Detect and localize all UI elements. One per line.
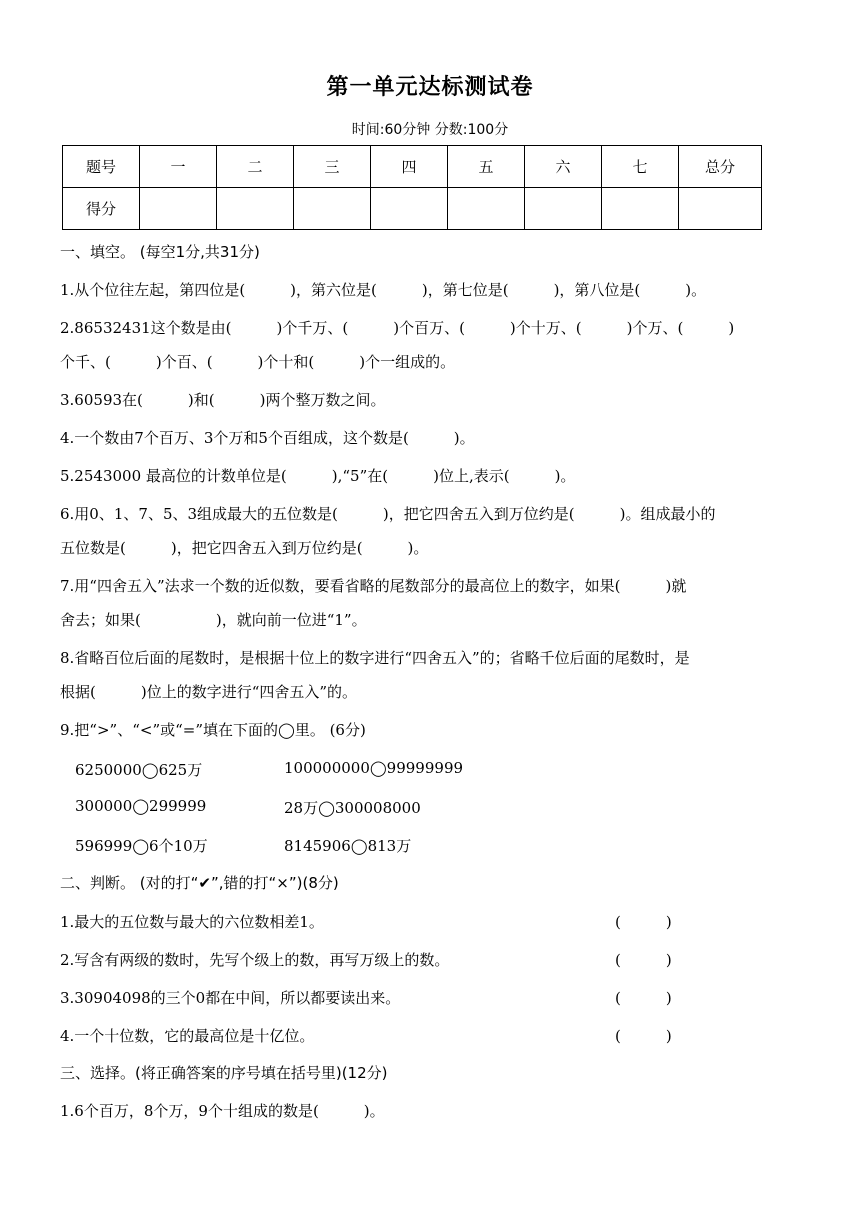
score-cell[interactable]	[679, 188, 762, 230]
score-cell[interactable]	[140, 188, 217, 230]
score-table	[62, 145, 762, 230]
question-1-8-line-2: 根据( )位上的数字进行“四舍五入”的。	[60, 683, 358, 701]
score-cell[interactable]	[448, 188, 525, 230]
score-table-score-row	[63, 188, 762, 230]
section-three-heading: 三、选择。(将正确答案的序号填在括号里)(12分)	[60, 1064, 388, 1082]
score-header-cell: 五	[448, 146, 525, 188]
exam-meta: 时间:60分钟 分数:100分	[351, 122, 509, 138]
question-1-2-line-1: 2.86532431这个数是由( )个千万、( )个百万、( )个十万、( )个万、( )	[60, 319, 735, 337]
question-1-6-line-1: 6.用0、1、7、5、3组成最大的五位数是( )，把它四舍五入到万位约是( )。组成最小的	[60, 505, 716, 523]
question-1-1: 1.从个位往左起，第四位是( )，第六位是( )，第七位是( )，第八位是( )。	[60, 281, 707, 299]
judge-item-text: 2.写含有两级的数时，先写个级上的数，再写万级上的数。	[60, 951, 450, 969]
score-header-cell: 总分	[679, 146, 762, 188]
judge-item-text: 4.一个十位数，它的最高位是十亿位。	[60, 1027, 315, 1045]
question-1-5: 5.2543000 最高位的计数单位是( ),“5”在( )位上,表示( )。	[60, 467, 576, 485]
score-cell[interactable]	[602, 188, 679, 230]
compare-item: 300000◯299999	[75, 797, 207, 815]
score-header-cell: 三	[294, 146, 371, 188]
score-cell[interactable]	[525, 188, 602, 230]
answer-bracket[interactable]: ( )	[615, 1027, 672, 1045]
score-header-cell: 六	[525, 146, 602, 188]
judge-item-text: 3.30904098的三个0都在中间，所以都要读出来。	[60, 989, 401, 1007]
section-one-heading: 一、填空。 (每空1分,共31分)	[60, 243, 260, 261]
question-1-7-line-1: 7.用“四舍五入”法求一个数的近似数，要看省略的尾数部分的最高位上的数字，如果( )就	[60, 577, 687, 595]
judge-item	[60, 1025, 760, 1046]
score-header-cell: 七	[602, 146, 679, 188]
compare-item: 8145906◯813万	[284, 837, 412, 855]
score-cell[interactable]	[371, 188, 448, 230]
score-header-cell: 一	[140, 146, 217, 188]
judge-item	[60, 949, 760, 970]
judge-item	[60, 911, 760, 932]
score-cell[interactable]	[294, 188, 371, 230]
score-row-label: 得分	[63, 188, 140, 230]
question-1-7-line-2: 舍去；如果( )，就向前一位进“1”。	[60, 611, 367, 629]
question-1-2-line-2: 个千、( )个百、( )个十和( )个一组成的。	[60, 353, 456, 371]
score-header-cell: 四	[371, 146, 448, 188]
compare-item: 100000000◯99999999	[284, 759, 464, 777]
question-1-8-line-1: 8.省略百位后面的尾数时，是根据十位上的数字进行“四舍五入”的；省略千位后面的尾数时，是	[60, 649, 690, 667]
section-two-heading: 二、判断。 (对的打“✔”,错的打“×”)(8分)	[60, 874, 339, 892]
question-1-6-line-2: 五位数是( )，把它四舍五入到万位约是( )。	[60, 539, 429, 557]
score-header-cell: 题号	[63, 146, 140, 188]
answer-bracket[interactable]: ( )	[615, 989, 672, 1007]
judge-item-text: 1.最大的五位数与最大的六位数相差1。	[60, 913, 324, 931]
page-title: 第一单元达标测试卷	[326, 75, 534, 100]
compare-item: 28万◯300008000	[284, 799, 421, 817]
question-1-9: 9.把“>”、“<”或“=”填在下面的◯里。 (6分)	[60, 721, 366, 739]
question-1-3: 3.60593在( )和( )两个整万数之间。	[60, 391, 386, 409]
judge-item	[60, 987, 760, 1008]
score-header-cell: 二	[217, 146, 294, 188]
compare-item: 596999◯6个10万	[75, 837, 208, 855]
question-1-4: 4.一个数由7个百万、3个万和5个百组成，这个数是( )。	[60, 429, 475, 447]
compare-item: 6250000◯625万	[75, 761, 203, 779]
score-table-header-row	[63, 146, 762, 188]
answer-bracket[interactable]: ( )	[615, 913, 672, 931]
question-3-1: 1.6个百万，8个万，9个十组成的数是( )。	[60, 1102, 385, 1120]
score-cell[interactable]	[217, 188, 294, 230]
answer-bracket[interactable]: ( )	[615, 951, 672, 969]
